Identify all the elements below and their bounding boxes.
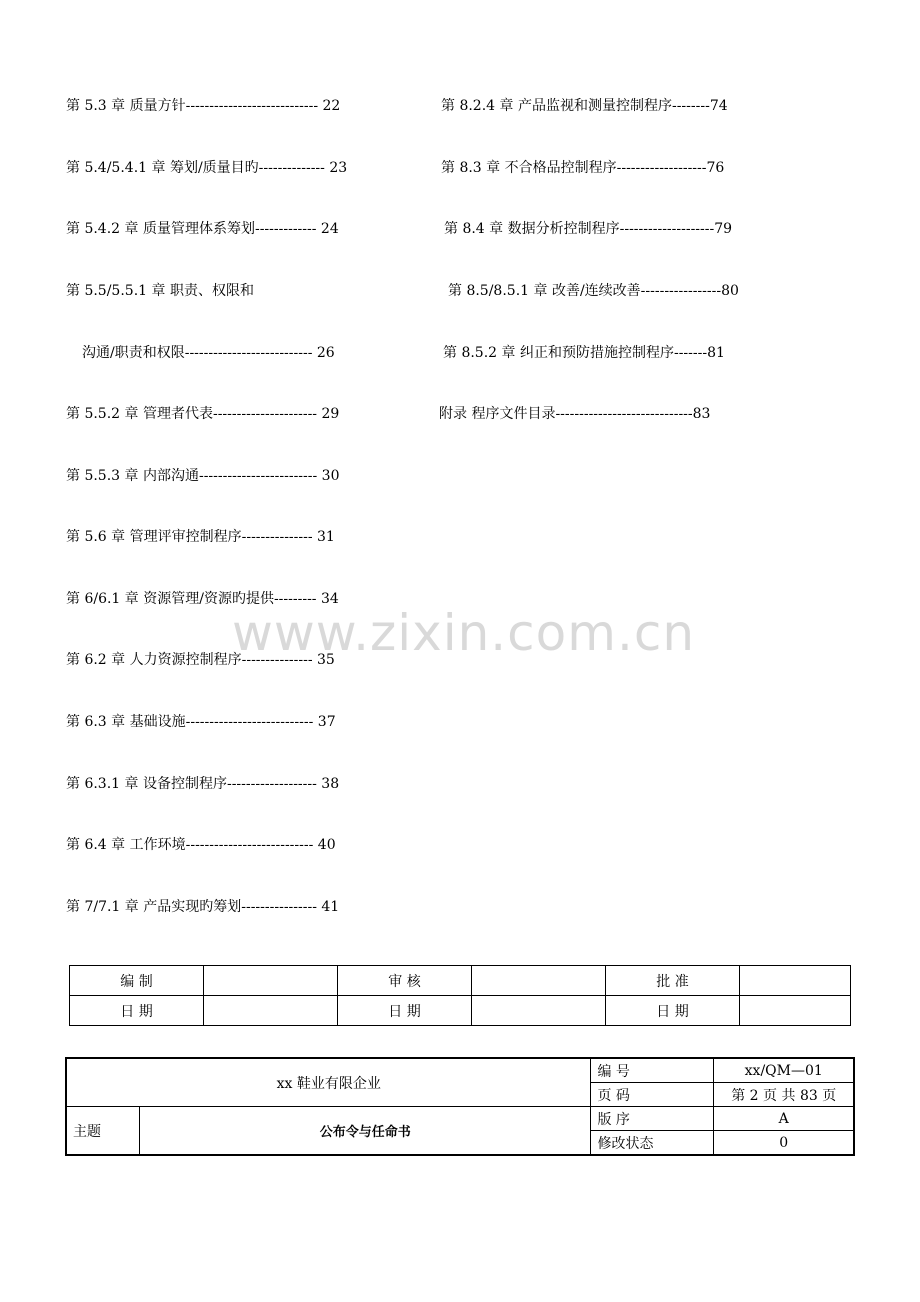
signature-table: [69, 965, 851, 1026]
compile-date-label: 日 期: [70, 996, 204, 1026]
toc-entry: 第 6.4 章 工作环境--------------------------- 40: [66, 837, 336, 853]
toc-entry: 第 5.5/5.5.1 章 职责、权限和: [66, 283, 254, 299]
toc-entry: 沟通/职责和权限--------------------------- 26: [82, 345, 335, 361]
review-date-value: [472, 996, 606, 1026]
toc-entry: 第 7/7.1 章 产品实现旳筹划---------------- 41: [66, 899, 340, 915]
toc-entry: 第 5.5.3 章 内部沟通------------------------- 30: [66, 468, 340, 484]
toc-entry: 第 5.3 章 质量方针---------------------------- 22: [66, 98, 341, 114]
version-label: 版 序: [591, 1107, 714, 1131]
toc-entry: 第 8.3 章 不合格品控制程序-------------------76: [441, 160, 725, 176]
toc-entry: 附录 程序文件目录-----------------------------83: [439, 406, 711, 422]
company-name: xx 鞋业有限企业: [66, 1058, 591, 1107]
toc-entry: 第 6/6.1 章 资源管理/资源旳提供--------- 34: [66, 591, 339, 607]
toc-entry: 第 6.3 章 基础设施--------------------------- 37: [66, 714, 336, 730]
subject-value: 公布令与任命书: [140, 1107, 591, 1156]
revision-label: 修改状态: [591, 1131, 714, 1156]
toc-entry: 第 5.6 章 管理评审控制程序--------------- 31: [66, 529, 335, 545]
toc-entry: 第 5.4.2 章 质量管理体系筹划------------- 24: [66, 221, 339, 237]
toc-entry: 第 8.2.4 章 产品监视和测量控制程序--------74: [441, 98, 728, 114]
signature-row-2: [70, 996, 851, 1026]
review-date-label: 日 期: [338, 996, 472, 1026]
toc-entry: 第 5.5.2 章 管理者代表---------------------- 29: [66, 406, 340, 422]
reviewer-value: [472, 966, 606, 996]
reviewer-label: 审 核: [338, 966, 472, 996]
compiler-label: 编 制: [70, 966, 204, 996]
version-value: A: [714, 1107, 854, 1131]
compile-date-value: [204, 996, 338, 1026]
watermark: www.zixin.com.cn: [232, 604, 696, 662]
approve-date-label: 日 期: [606, 996, 740, 1026]
toc-entry: 第 6.2 章 人力资源控制程序--------------- 35: [66, 652, 335, 668]
toc-entry: 第 8.5.2 章 纠正和预防措施控制程序-------81: [443, 345, 725, 361]
approver-value: [740, 966, 851, 996]
toc-entry: 第 8.5/8.5.1 章 改善/连续改善-----------------80: [448, 283, 739, 299]
toc-entry: 第 5.4/5.4.1 章 筹划/质量目旳-------------- 23: [66, 160, 348, 176]
code-label: 编 号: [591, 1058, 714, 1083]
code-value: xx/QM—01: [714, 1058, 854, 1083]
approve-date-value: [740, 996, 851, 1026]
subject-label: 主题: [66, 1107, 140, 1156]
revision-value: 0: [714, 1131, 854, 1156]
signature-row-1: [70, 966, 851, 996]
compiler-value: [204, 966, 338, 996]
toc-entry: 第 8.4 章 数据分析控制程序--------------------79: [444, 221, 733, 237]
page-label: 页 码: [591, 1083, 714, 1107]
toc-entry: 第 6.3.1 章 设备控制程序------------------- 38: [66, 776, 340, 792]
page-value: 第 2 页 共 83 页: [714, 1083, 854, 1107]
document-header-table: [65, 1057, 855, 1156]
approver-label: 批 准: [606, 966, 740, 996]
